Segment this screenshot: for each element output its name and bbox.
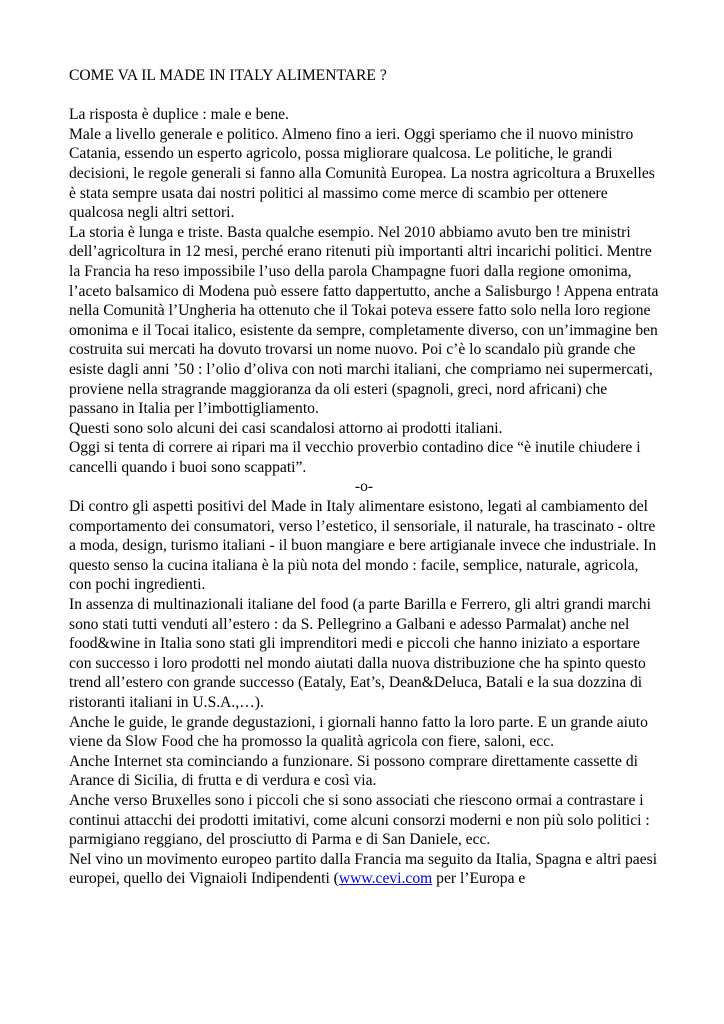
paragraph: Questi sono solo alcuni dei casi scandalosi attorno ai prodotti italiani. — [69, 419, 503, 437]
paragraph: Oggi si tenta di correre ai ripari ma il vecchio proverbio contadino dice “è inutile chiudere i cancelli quando i buoi sono scappati”. — [69, 439, 641, 476]
paragraph: Anche Internet sta cominciando a funzionare. Si possono comprare direttamente cassette di Arance di Sicilia, di frutta e di verdura e così via. — [69, 752, 638, 790]
paragraph-text-after-link: per l’Europa e — [432, 870, 526, 888]
section-separator: -o- — [354, 478, 374, 496]
document-title: COME VA IL MADE IN ITALY ALIMENTARE ? — [69, 67, 387, 84]
paragraph: La risposta è duplice : male e bene. — [69, 106, 289, 124]
paragraph: Di contro gli aspetti positivi del Made in Italy alimentare esistono, legati al cambiamento del comportamento dei consumatori, verso l’estetico, il sensoriale, il naturale, ha trascinato - oltre a moda, design, turismo italiani - il buon mangiare e bere artigianale invece che industriale. In questo senso la cucina italiana è la più nota del mondo : facile, semplice, naturale, agricola, con pochi ingredienti. — [69, 498, 657, 594]
paragraph-text-before-link: Nel vino un movimento europeo partito dalla Francia ma seguito da Italia, Spagna e altri paesi europei, quello dei Vignaioli Indipendenti ( — [69, 850, 658, 888]
paragraph: Male a livello generale e politico. Almeno fino a ieri. Oggi speriamo che il nuovo ministro Catania, essendo un esperto agricolo, possa migliorare qualcosa. Le politiche, le grandi decisioni, le regole generali si fanno alla Comunità Europea. La nostra agricoltura a Bruxelles è stata sempre usata dai nostri politici al massimo come merce di scambio per ottenere qualcosa negli altri settori. — [69, 125, 655, 222]
paragraph-last — [69, 850, 659, 889]
paragraph: In assenza di multinazionali italiane del food (a parte Barilla e Ferrero, gli altri grandi marchi sono stati tutti venduti all’estero : da S. Pellegrino a Galbani e adesso Parmalat) anche nel food&wine in Italia sono stati gli imprenditori medi e piccoli che hanno iniziato a esportare con successo i loro prodotti nel mondo aiutati dalla nuova distribuzione che ha spinto questo trend all’estero con grande successo (Eataly, Eat’s, Dean&Deluca, Batali e la sua dozzina di ristoranti italiani in U.S.A.,…). — [69, 596, 651, 711]
document-page — [69, 66, 659, 889]
paragraph: La storia è lunga e triste. Basta qualche esempio. Nel 2010 abbiamo avuto ben tre ministri dell’agricoltura in 12 mesi, perché erano ritenuti più importanti altri incarichi politici. Mentre la Francia ha reso impossibile l’uso della parola Champagne fuori dalla regione omonima, l’aceto balsamico di Modena può essere fatto dappertutto, anche a Salisburgo ! Appena entrata nella Comunità l’Ungheria ha ottenuto che il Tokai poteva essere fatto solo nella loro regione omonima e il Tocai italico, esistente da sempre, completamente diverso, con un’immagine ben costruita sui mercati ha dovuto trovarsi un nome nuovo. Poi c’è lo scandalo più grande che esiste dagli anni ’50 : l’olio d’oliva con noti marchi italiani, che compriamo nei supermercati, proviene nella stragrande maggioranza da oli esteri (spagnoli, greci, nord africani) che passano in Italia per l’imbottigliamento. — [69, 223, 659, 418]
paragraph: Anche verso Bruxelles sono i piccoli che si sono associati che riescono ormai a contrastare i continui attacchi dei prodotti imitativi, come alcuni consorzi moderni e non più solo politici : parmigiano reggiano, del prosciutto di Parma e di San Daniele, ecc. — [69, 791, 650, 849]
paragraph: Anche le guide, le grande degustazioni, i giornali hanno fatto la loro parte. E un grande aiuto viene da Slow Food che ha promosso la qualità agricola con fiere, saloni, ecc. — [69, 713, 648, 751]
cevi-link[interactable]: www.cevi.com — [338, 870, 433, 888]
